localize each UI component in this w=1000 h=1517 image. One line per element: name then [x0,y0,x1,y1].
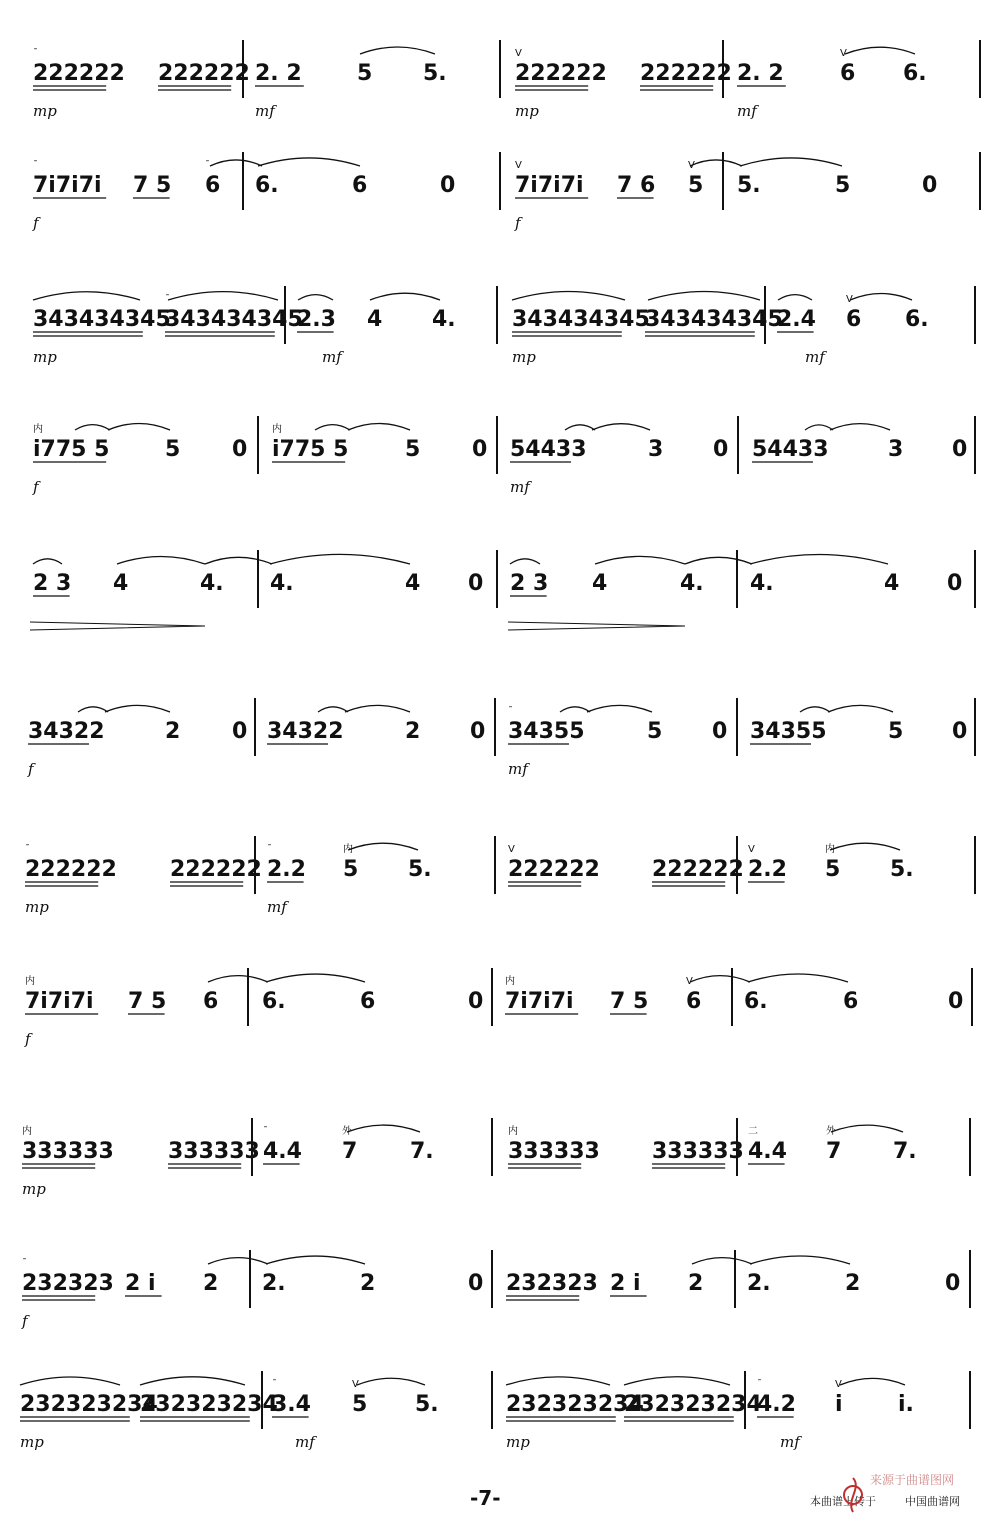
slur-arc [33,559,62,564]
note-group: 5 [343,857,359,882]
slur-arc [512,291,625,300]
note-group: 7 5 [133,173,172,198]
dynamic-mark: mp [33,102,57,120]
score-row [20,1371,970,1451]
slur-arc [348,424,410,430]
technique-mark: V [846,294,853,305]
note-group: 2.2 [267,857,306,882]
note-group: 7. [893,1139,917,1164]
note-group: 7. [410,1139,434,1164]
technique-mark: V [508,844,515,855]
note-group: 7 5 [128,989,167,1014]
dynamic-mark: f [25,1030,31,1048]
note-group: 6. [903,61,927,86]
slur-arc [830,843,900,850]
slur-arc [318,707,348,712]
footer-site: 中国曲谱网 [905,1495,960,1508]
note-group: 0 [945,1271,961,1296]
score-row [32,416,975,496]
note-group: 2 i [610,1271,641,1296]
note-group: 0 [440,173,456,198]
dynamic-mark: mf [780,1433,800,1451]
dynamic-mark: mp [22,1180,46,1198]
technique-mark: 内 [508,1126,518,1137]
note-group: 5 [647,719,663,744]
note-group: 2 [845,1271,861,1296]
footer-text: 本曲谱上传于 [810,1495,876,1508]
note-group: 4 [405,571,421,596]
slur-arc [75,425,110,430]
note-group: 7 [826,1139,842,1164]
slur-arc [595,556,685,564]
dynamic-mark: mf [255,102,275,120]
note-group: 4 [592,571,608,596]
technique-mark: ˉ [33,48,38,59]
note-group: 2.3 [297,307,336,332]
slur-arc [800,707,830,712]
slur-arc [258,158,360,166]
note-group: 0 [952,437,968,462]
score-row [25,836,975,916]
note-group: 7i7i7i [25,989,94,1014]
technique-mark: 内 [505,976,515,987]
diminuendo-hairpin [30,622,205,630]
note-group: 5 [357,61,373,86]
note-group: 5. [423,61,447,86]
slur-arc [565,425,595,430]
slur-arc [33,292,140,300]
slur-arc [78,707,108,712]
note-group: 222222 [515,61,607,86]
note-group: 2 [405,719,421,744]
technique-mark: 二 [748,1126,758,1137]
note-group: 6 [352,173,368,198]
technique-mark: ˉ [205,160,210,171]
technique-mark: V [515,160,522,171]
slur-arc [690,976,750,982]
slur-arc [750,1256,850,1264]
note-group: 4. [200,571,224,596]
dynamic-mark: mp [25,898,49,916]
note-group: 222222 [158,61,250,86]
technique-mark: ˉ [267,844,272,855]
note-group: 222222 [25,857,117,882]
note-group: 6 [846,307,862,332]
note-group: 6 [360,989,376,1014]
note-group: 6. [255,173,279,198]
note-group: 6 [840,61,856,86]
slur-arc [345,705,410,712]
score-row [33,40,980,120]
technique-mark: V [515,48,522,59]
note-group: 0 [470,719,486,744]
note-group: 5 [888,719,904,744]
dynamic-mark: f [28,760,34,778]
note-group: 232323234 [140,1392,278,1417]
note-group: 0 [948,989,964,1014]
note-group: 4. [750,571,774,596]
note-group: 222222 [640,61,732,86]
slur-arc [828,705,893,712]
note-group: 4.4 [263,1139,302,1164]
technique-mark: V [352,1379,359,1390]
slur-arc [357,1378,425,1385]
note-group: 2. [747,1271,771,1296]
note-group: 54433 [752,437,829,462]
dynamic-mark: mp [33,348,57,366]
note-group: 2 [360,1271,376,1296]
slur-arc [108,424,170,430]
note-group: 333333 [508,1139,600,1164]
slur-arc [140,1377,245,1385]
dynamic-mark: mf [322,348,342,366]
slur-arc [510,559,540,564]
dynamic-mark: mf [805,348,825,366]
note-group: 232323234 [20,1392,158,1417]
note-group: 333333 [652,1139,744,1164]
note-group: 5. [737,173,761,198]
dynamic-mark: f [33,478,39,496]
slur-arc [560,707,590,712]
note-group: 5 [688,173,704,198]
note-group: 232323234 [624,1392,762,1417]
technique-mark: 内 [22,1126,32,1137]
note-group: 0 [468,1271,484,1296]
slur-arc [266,974,365,982]
note-group: 2. [262,1271,286,1296]
technique-mark: 内 [343,844,353,855]
note-group: 0 [472,437,488,462]
note-group: 333333 [22,1139,114,1164]
watermark-text: 来源于曲谱图网 [870,1473,955,1487]
note-group: 34355 [750,719,827,744]
note-group: 222222 [652,857,744,882]
note-group: 222222 [33,61,125,86]
slur-arc [347,1125,420,1132]
note-group: 2 [688,1271,704,1296]
dynamic-mark: mp [506,1433,530,1451]
dynamic-mark: mf [508,760,528,778]
score-row [22,1118,970,1198]
slur-arc [105,705,170,712]
note-group: 2 3 [33,571,72,596]
note-group: 5 [825,857,841,882]
note-group: 3 [648,437,664,462]
technique-mark: ˉ [263,1126,268,1137]
diminuendo-hairpin [508,622,685,630]
slur-arc [648,292,760,300]
note-group: 4. [680,571,704,596]
note-group: 0 [468,989,484,1014]
note-group: 2. 2 [255,61,302,86]
score-row [21,1250,970,1330]
technique-mark: V [686,976,693,987]
slur-arc [506,1377,610,1385]
note-group: 34322 [267,719,344,744]
technique-mark: V [688,160,695,171]
note-group: 0 [232,437,248,462]
note-group: 7 5 [610,989,649,1014]
dynamic-mark: mf [267,898,287,916]
note-group: 5 [352,1392,368,1417]
technique-mark: V [835,1379,842,1390]
slur-arc [20,1377,120,1385]
note-group: 5 [165,437,181,462]
note-group: 7i7i7i [515,173,584,198]
score-row [27,698,975,778]
note-group: 333333 [168,1139,260,1164]
slur-arc [168,292,278,300]
slur-arc [208,1258,268,1264]
note-group: 7i7i7i [33,173,102,198]
slur-arc [748,974,848,982]
technique-mark: ˉ [165,294,170,305]
slur-arc [830,424,890,430]
note-group: 0 [468,571,484,596]
note-group: 6. [262,989,286,1014]
note-group: 0 [922,173,938,198]
dynamic-mark: mf [737,102,757,120]
score-row [33,286,975,366]
note-group: 4 [884,571,900,596]
slur-arc [348,843,418,850]
slur-arc [831,1125,903,1132]
note-group: 7 [342,1139,358,1164]
technique-mark: V [840,48,847,59]
slur-arc [360,47,435,54]
note-group: 5 [405,437,421,462]
score-row [24,968,972,1048]
slur-arc [840,1378,905,1385]
note-group: 3 [888,437,904,462]
note-group: 222222 [170,857,262,882]
note-group: i [835,1392,843,1417]
note-group: 6 [686,989,702,1014]
note-group: 54433 [510,437,587,462]
note-group: 2.2 [748,857,787,882]
note-group: 2 3 [510,571,549,596]
note-group: 3.4 [272,1392,311,1417]
slur-arc [624,1377,730,1385]
slur-arc [298,295,333,300]
dynamic-mark: f [33,214,39,232]
dynamic-mark: mp [515,102,539,120]
note-group: 0 [713,437,729,462]
note-group: 6 [205,173,221,198]
note-group: 5. [415,1392,439,1417]
technique-mark: 内 [825,844,835,855]
technique-mark: V [748,844,755,855]
note-group: 2 [165,719,181,744]
technique-mark: ˉ [757,1379,762,1390]
dynamic-mark: f [515,214,521,232]
note-group: 222222 [508,857,600,882]
slur-arc [685,557,752,564]
slur-arc [266,1256,365,1264]
score-row [30,550,975,630]
dynamic-mark: mp [512,348,536,366]
note-group: 232323 [506,1271,598,1296]
note-group: 0 [952,719,968,744]
note-group: 4 [367,307,383,332]
note-group: i. [898,1392,914,1417]
note-group: 232323234 [506,1392,644,1417]
note-group: i775 5 [33,437,110,462]
note-group: 6. [905,307,929,332]
dynamic-mark: mf [510,478,530,496]
note-group: 343434345 [33,307,171,332]
score-row [32,152,980,232]
note-group: 6 [843,989,859,1014]
technique-mark: ˉ [508,706,513,717]
note-group: 2. 2 [737,61,784,86]
technique-mark: 外 [342,1126,352,1137]
slur-arc [740,158,842,166]
note-group: 5. [890,857,914,882]
dynamic-mark: mf [295,1433,315,1451]
slur-arc [587,705,652,712]
slur-arc [845,47,915,54]
technique-mark: ˉ [33,160,38,171]
note-group: 0 [947,571,963,596]
slur-arc [205,557,272,564]
slur-arc [750,554,888,564]
dynamic-mark: f [22,1312,28,1330]
slur-arc [370,293,440,300]
note-group: 5. [408,857,432,882]
note-group: 6 [203,989,219,1014]
note-group: 4. [432,307,456,332]
note-group: 7i7i7i [505,989,574,1014]
note-group: i775 5 [272,437,349,462]
note-group: 343434345 [645,307,783,332]
note-group: 34322 [28,719,105,744]
slur-arc [210,160,262,166]
note-group: 7 6 [617,173,656,198]
note-group: 0 [232,719,248,744]
note-group: 343434345 [165,307,303,332]
slur-arc [208,976,268,982]
note-group: 6. [744,989,768,1014]
slur-arc [592,424,650,430]
note-group: 343434345 [512,307,650,332]
technique-mark: 外 [826,1126,836,1137]
dynamic-mark: mp [20,1433,44,1451]
slur-arc [805,425,833,430]
technique-mark: ˉ [272,1379,277,1390]
technique-mark: ˉ [25,844,30,855]
note-group: 4.2 [757,1392,796,1417]
slur-arc [690,160,742,166]
slur-arc [270,554,410,564]
technique-mark: 内 [33,424,43,435]
page-number: -7- [470,1486,501,1510]
technique-mark: 内 [272,424,282,435]
note-group: 4 [113,571,129,596]
slur-arc [117,556,205,564]
technique-mark: ˉ [22,1258,27,1269]
footer [810,1472,960,1512]
note-group: 4.4 [748,1139,787,1164]
slur-arc [850,294,912,300]
slur-arc [778,295,812,300]
note-group: 4. [270,571,294,596]
slur-arc [692,1258,752,1264]
note-group: 5 [835,173,851,198]
score-rows [20,40,980,1451]
note-group: 0 [712,719,728,744]
note-group: 2 [203,1271,219,1296]
slur-arc [315,425,350,430]
note-group: 232323 [22,1271,114,1296]
note-group: 34355 [508,719,585,744]
technique-mark: 内 [25,976,35,987]
note-group: 2.4 [777,307,816,332]
note-group: 2 i [125,1271,156,1296]
